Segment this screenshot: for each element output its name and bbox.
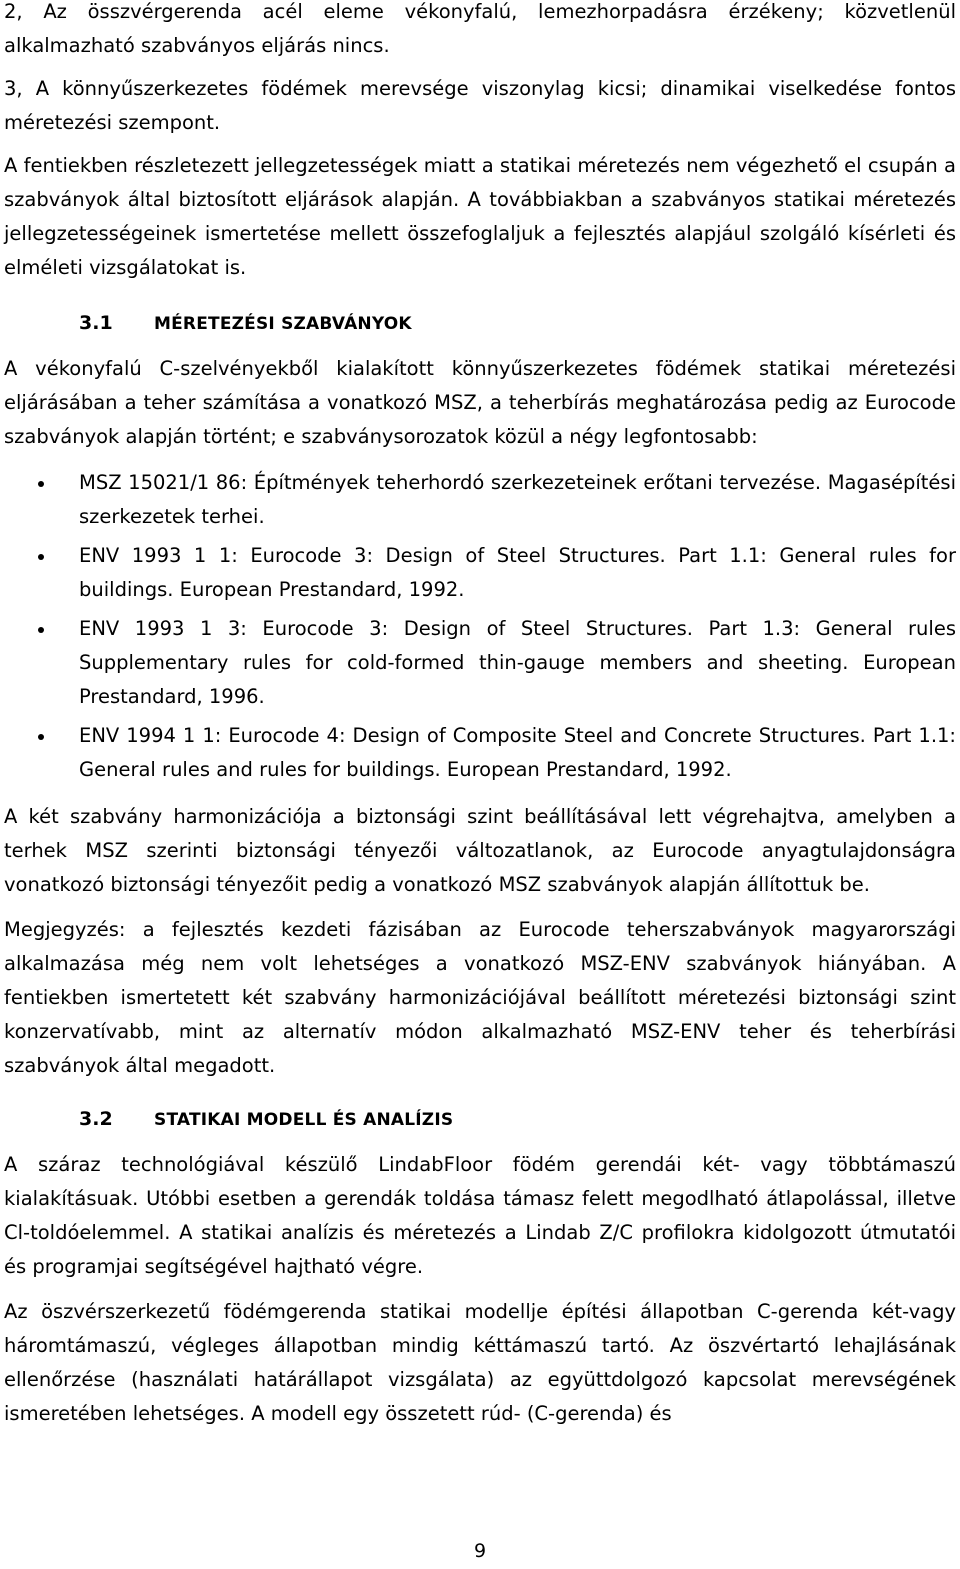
bullet-icon bbox=[38, 734, 44, 740]
bullet-icon bbox=[38, 481, 44, 487]
section-heading-3-2 bbox=[79, 1108, 453, 1130]
list-item-text: ENV 1993 1 1: Eurocode 3: Design of Steel Structures. Part 1.1: General rules for buildings. European Prestandard, 1992. bbox=[79, 544, 956, 601]
page-number: 9 bbox=[473, 1540, 487, 1562]
section-number: 3.1 bbox=[79, 312, 113, 334]
harmonization-paragraph: A két szabvány harmonizációja a biztonsági szint beállításával lett végrehajtva, amelyben a terhek MSZ szerinti biztonsági tényezői változatlanok, az Eurocode anyagtulajdonságra vonatkozó biztonsági tényezőit pedig a vonatkozó MSZ szabványok alapján állítottuk be. bbox=[4, 805, 956, 896]
bullet-icon bbox=[38, 627, 44, 633]
intro-paragraph: A fentiekben részletezett jellegzetességek miatt a statikai méretezés nem végezhető el csupán a szabványok által biztosított eljárások alapján. A továbbiakban a szabványos statikai méretezés jellegzetességeinek ismertetése mellett összefoglaljuk a fejlesztés alapjául szolgáló kísérleti és elméleti vizsgálatokat is. bbox=[4, 154, 956, 279]
section-title: STATIKAI MODELL ÉS ANALÍZIS bbox=[154, 1110, 454, 1130]
section1-intro: A vékonyfalú C-szelvényekből kialakított könnyűszerkezetes födémek statikai méretezési eljárásában a teher számítása a vonatkozó MSZ, a teherbírás meghatározása pedig az Eurocode szabványok alapján történt; e szabványsorozatok közül a négy legfontosabb: bbox=[4, 357, 956, 448]
list-item-text: ENV 1993 1 3: Eurocode 3: Design of Steel Structures. Part 1.3: General rules Supplementary rules for cold-formed thin-gauge members and sheeting. European Prestandard, 1996. bbox=[79, 617, 956, 708]
intro-item-3: 3, A könnyűszerkezetes födémek merevsége viszonylag kicsi; dinamikai viselkedése fontos méretezési szempont. bbox=[4, 77, 956, 134]
bullet-icon bbox=[38, 554, 44, 560]
section-title: MÉRETEZÉSI SZABVÁNYOK bbox=[154, 314, 412, 334]
list-item bbox=[4, 466, 956, 534]
section2-paragraph-2: Az öszvérszerkezetű födémgerenda statikai modellje építési állapotban C-gerenda két-vagy háromtámaszú, végleges állapotban mindig kéttámaszú tartó. Az öszvértartó lehajlásának ellenőrzése (használati határállapot vizsgálata) az együttdolgozó kapcsolat merevségének ismeretében lehetséges. A modell egy összetett rúd- (C-gerenda) és bbox=[4, 1300, 956, 1425]
section-number: 3.2 bbox=[79, 1108, 113, 1130]
section2-paragraph-1: A száraz technológiával készülő LindabFloor födém gerendái két- vagy többtámaszú kialakításuak. Utóbbi esetben a gerendák toldása támasz felett megodlható átlapolással, illetve Cl-toldóelemmel. A statikai analízis és méretezés a Lindab Z/C profilokra kidolgozott útmutatói és programjai segítségével hajtható végre. bbox=[4, 1153, 956, 1278]
list-item bbox=[4, 539, 956, 607]
note-paragraph: Megjegyzés: a fejlesztés kezdeti fázisában az Eurocode teherszabványok magyarországi alkalmazása még nem volt lehetséges a vonatkozó MSZ-ENV szabványok hiányában. A fentiekben ismertetett két szabvány harmonizációjával beállított méretezési biztonsági szint konzervatívabb, mint az alternatív módon alkalmazható MSZ-ENV teher és teherbírási szabványok által megadott. bbox=[4, 918, 956, 1077]
standards-list bbox=[4, 466, 956, 792]
list-item bbox=[4, 612, 956, 714]
list-item-text: MSZ 15021/1 86: Építmények teherhordó szerkezeteinek erőtani tervezése. Magasépítési szerkezetek terhei. bbox=[79, 471, 956, 528]
section-heading-3-1 bbox=[79, 312, 412, 334]
list-item bbox=[4, 719, 956, 787]
list-item-text: ENV 1994 1 1: Eurocode 4: Design of Composite Steel and Concrete Structures. Part 1.1: General rules and rules for buildings. European Prestandard, 1992. bbox=[79, 724, 956, 781]
intro-item-2: 2, Az összvérgerenda acél eleme vékonyfalú, lemezhorpadásra érzékeny; közvetlenül alkalmazható szabványos eljárás nincs. bbox=[4, 0, 956, 57]
